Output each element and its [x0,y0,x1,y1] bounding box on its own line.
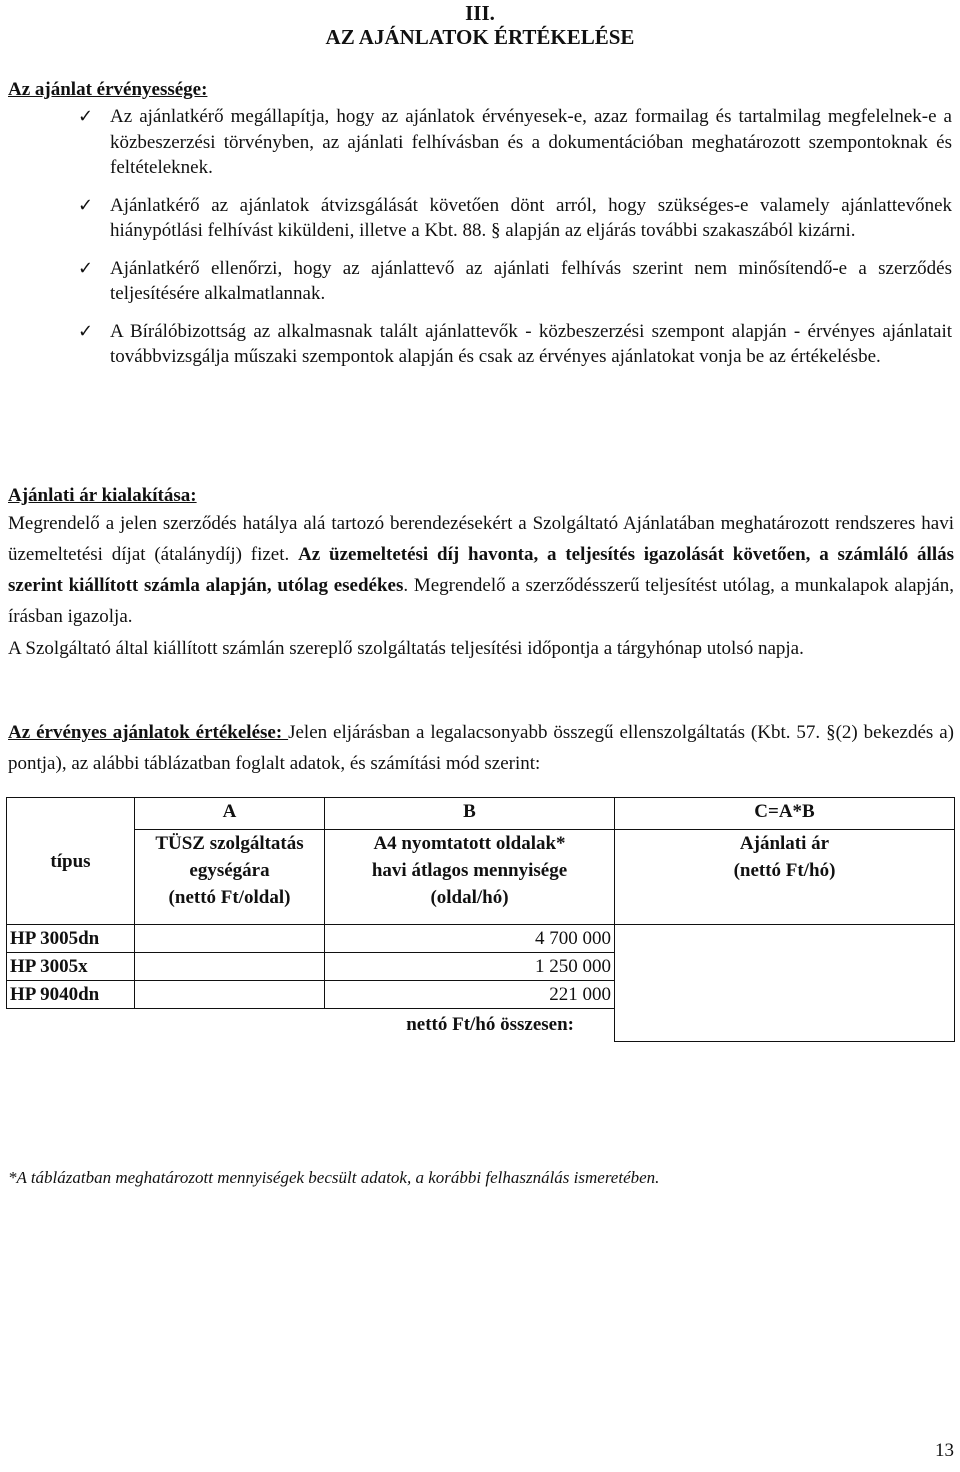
list-item [0,319,960,370]
validity-list [0,104,960,382]
footnote: *A táblázatban meghatározott mennyiségek becsült adatok, a korábbi felhasználás ismeretében. [8,1168,660,1187]
table-header-c [615,830,955,925]
table-col-letter-b: B [325,798,615,830]
page-number: 13 [935,1440,954,1461]
table-cell-a [135,981,325,1009]
table-row [7,925,955,953]
table-row [7,830,955,925]
list-item-text: A Bírálóbizottság az alkalmasnak talált ajánlattevők - közbeszerzési szempont alapján - érvényes ajánlatait továbbvizsgálja műszaki szempontok alapján és csak az érvényes ajánlatokat vonja be az értékelésbe. [110,320,952,367]
table-col-letter-a: A [135,798,325,830]
table-cell-type: HP 3005dn [7,925,135,953]
pricing-bold-text: Az üzemeltetési díj havonta, a teljesítés igazolását követően, a számláló állás szerint kiállított számla alapján, utólag esedékes [8,544,954,596]
evaluation-text: Jelen eljárásban a legalacsonyabb összegű ellenszolgáltatás (Kbt. 57. §(2) bekezdés a) pontja), az alábbi táblázatban foglalt adatok, és számítási mód szerint: [8,722,954,774]
pricing-text: Megrendelő a jelen szerződés hatálya alá tartozó berendezésekért a Szolgáltató Ajánlatában meghatározott rendszeres havi üzemeltetési díjat (átalánydíj) fizet. [8,513,954,565]
list-item-text: Az ajánlatkérő megállapítja, hogy az ajánlatok érvényesek-e, azaz formailag és tartalmilag megfelelnek-e a közbeszerzési törvényben, az ajánlati felhívásban és a dokumentációban meghatározott szempontoknak és feltételeknek. [110,106,952,178]
evaluation-heading: Az érvényes ajánlatok értékelése: [8,722,289,743]
list-item [0,193,960,244]
price-table [6,797,955,1042]
table-total-label: nettó Ft/hó összesen: [406,1014,574,1035]
checkmark-icon: ✓ [78,257,94,279]
list-item-text: Ajánlatkérő ellenőrzi, hogy az ajánlattevő az ajánlati felhívás szerint nem minősítendő-e a szerződés teljesítésére alkalmatlannak. [110,257,952,304]
table-cell-qty: 221 000 [325,981,615,1009]
table-header-c-line1: Ajánlati ár [739,833,830,855]
pricing-heading: Ajánlati ár kialakítása: [8,485,197,506]
table-cell-qty: 4 700 000 [325,925,615,953]
table-header-b-line3: (oldal/hó) [430,887,509,909]
evaluation-paragraph [8,717,954,779]
table-header-a-line2: (nettó Ft/oldal) [168,887,291,909]
table-row [7,798,955,830]
table-header-type: típus [7,798,135,925]
pricing-text-tail: . Megrendelő a szerződésszerű teljesítést utólag, a munkalapok alapján, írásban igazolja. [8,575,954,627]
table-header-b-line2: havi átlagos mennyisége [371,860,568,882]
checkmark-icon: ✓ [78,320,94,342]
table-cell-type: HP 9040dn [7,981,135,1009]
table-cell-type: HP 3005x [7,953,135,981]
table-header-b-line1: A4 nyomtatott oldalak* [373,833,566,855]
list-item-text: Ajánlatkérő az ajánlatok átvizsgálását követően dönt arról, hogy szükséges-e valamely ajánlattevőnek hiánypótlási felhívást kiküldeni, illetve a Kbt. 88. § alapján az eljárás további szakaszából kizárni. [110,194,952,241]
list-item [0,256,960,307]
validity-heading: Az ajánlat érvényessége: [8,79,208,100]
pricing-paragraph [8,508,954,632]
table-header-b [325,830,615,925]
table-cell-a [135,925,325,953]
section-number: III. [465,1,495,25]
table-header-c-line2: (nettó Ft/hó) [733,860,836,882]
checkmark-icon: ✓ [78,194,94,216]
table-header-a [135,830,325,925]
list-item [0,104,960,181]
table-cell-c [615,925,955,1042]
table-cell-a [135,953,325,981]
table-header-a-line1: TÜSZ szolgáltatás egységára [155,833,304,882]
pricing-paragraph-2: A Szolgáltató által kiállított számlán szereplő szolgáltatás teljesítési időpontja a tárgyhónap utolsó napja. [8,638,804,659]
table-col-letter-c: C=A*B [615,798,955,830]
section-title: AZ AJÁNLATOK ÉRTÉKELÉSE [325,25,635,49]
checkmark-icon: ✓ [78,106,94,127]
table-cell-qty: 1 250 000 [325,953,615,981]
